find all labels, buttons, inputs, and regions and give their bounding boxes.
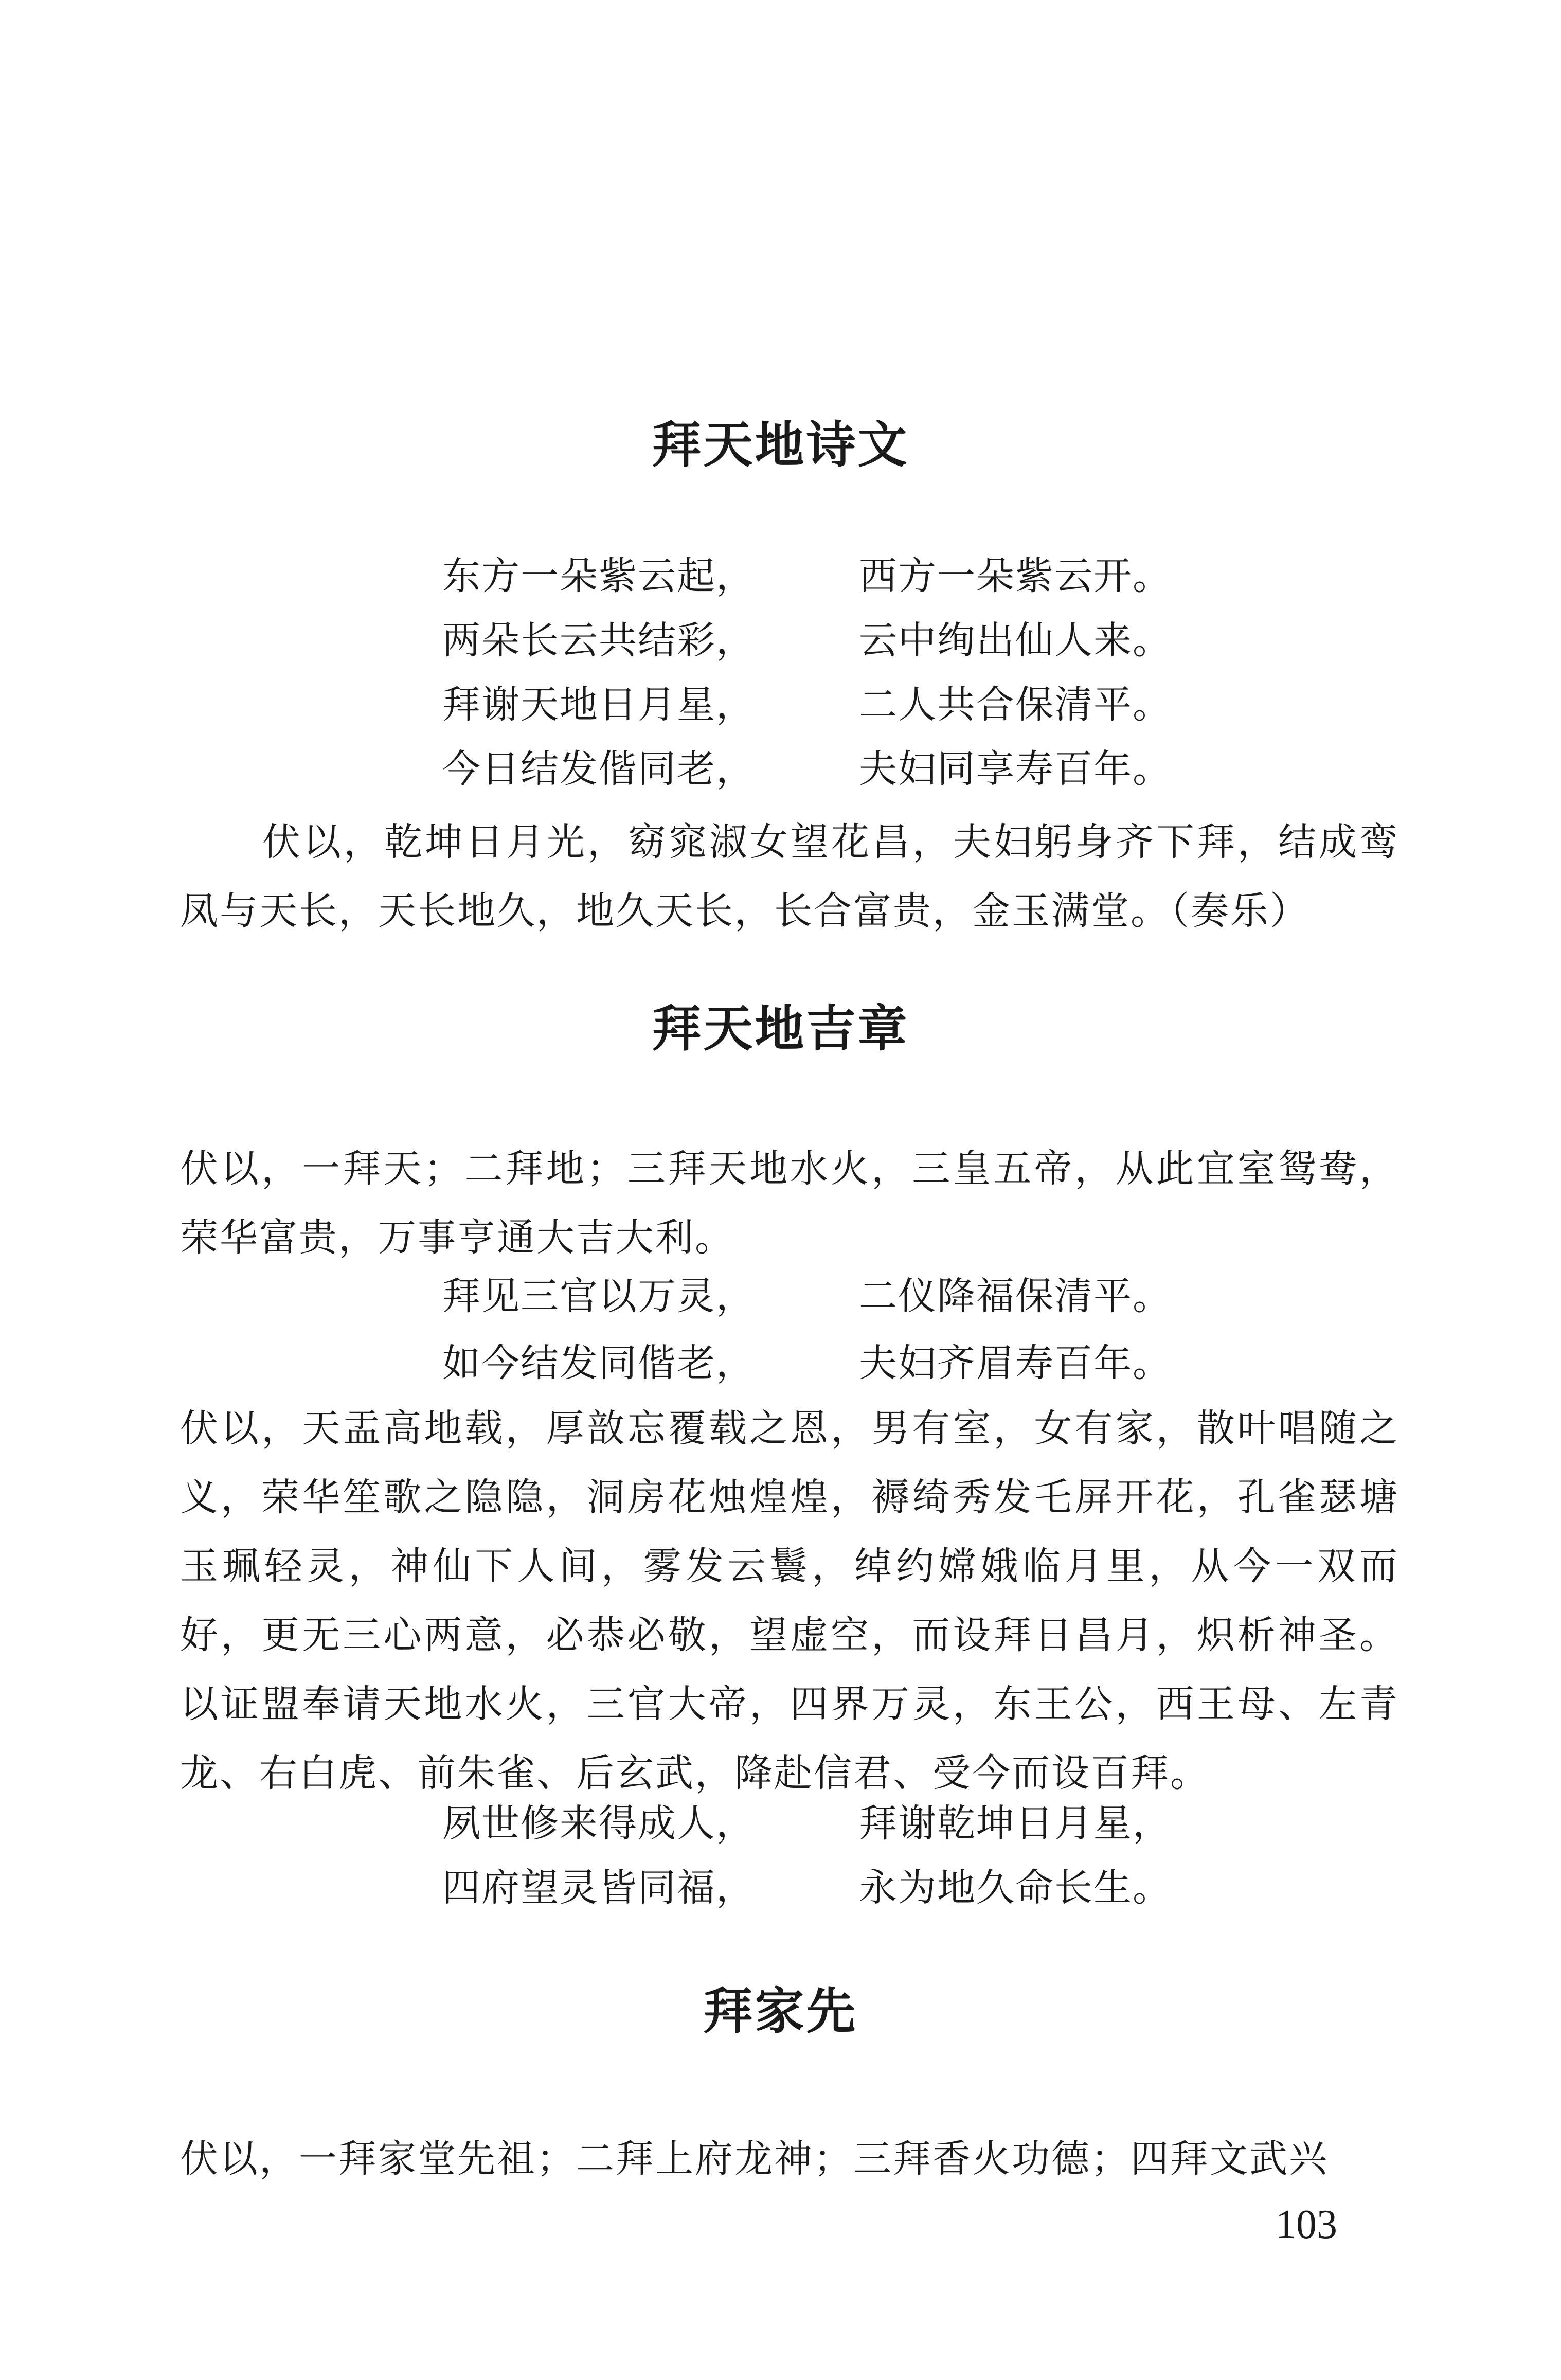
verse-line-left: 如今结发同偕老， xyxy=(442,1341,755,1385)
page-number: 103 xyxy=(1276,2202,1337,2247)
prose-paragraph: 伏以，一拜天；二拜地；三拜天地水火，三皇五帝，从此宜室鸳鸯，荣华富贵，万事亨通大吉大利。 xyxy=(180,1147,1399,1260)
verse-line-right: 西方一朵紫云开。 xyxy=(859,554,1172,598)
verse-line-right: 二人共合保清平。 xyxy=(859,683,1172,727)
section-heading-1: 拜天地诗文 xyxy=(652,416,909,474)
prose-paragraph: 伏以，一拜家堂先祖；二拜上府龙神；三拜香火功德；四拜文武兴 xyxy=(180,2137,1329,2181)
verse-line-left: 四府望灵皆同福， xyxy=(442,1866,755,1910)
verse-line-right: 夫妇同享寿百年。 xyxy=(859,747,1172,791)
verse-line-right: 永为地久命长生。 xyxy=(859,1866,1172,1910)
prose-paragraph: 伏以，乾坤日月光，窈窕淑女望花昌，夫妇躬身齐下拜，结成鸾凤与天长，天长地久，地久天长，长合富贵，金玉满堂。（奏乐） xyxy=(180,820,1399,933)
verse-line-left: 拜见三官以万灵， xyxy=(442,1274,755,1318)
verse-line-right: 夫妇齐眉寿百年。 xyxy=(859,1341,1172,1385)
verse-line-left: 今日结发偕同老， xyxy=(442,747,755,791)
prose-paragraph: 伏以，天盂高地载，厚敨忘覆载之恩，男有室，女有家，散叶唱随之义，荣华笙歌之隐隐，洞房花烛煌煌，褥绮秀发乇屏开花，孔雀瑟塘玉珮轻灵，神仙下人间，雾发云鬟，绰约嫦娥临月里，从今一双而好，更无三心两意，必恭必敬，望虚空，而设拜日昌月，炽析神圣。以证盟奉请天地水火，三官大帝，四界万灵，东王公，西王母、左青龙、右白虎、前朱雀、后玄武，降赴信君、受今而设百拜。 xyxy=(180,1406,1399,1795)
verse-line-left: 拜谢天地日月星， xyxy=(442,683,755,727)
verse-line-right: 云中绚出仙人来。 xyxy=(859,618,1172,663)
section-heading-3: 拜家先 xyxy=(703,1982,858,2040)
verse-line-left: 夙世修来得成人， xyxy=(442,1801,755,1846)
verse-line-right: 拜谢乾坤日月星， xyxy=(859,1801,1172,1846)
verse-line-right: 二仪降福保清平。 xyxy=(859,1274,1172,1318)
verse-line-left: 两朵长云共结彩， xyxy=(442,618,755,663)
section-heading-2: 拜天地吉章 xyxy=(652,1000,909,1058)
verse-line-left: 东方一朵紫云起， xyxy=(442,554,755,598)
